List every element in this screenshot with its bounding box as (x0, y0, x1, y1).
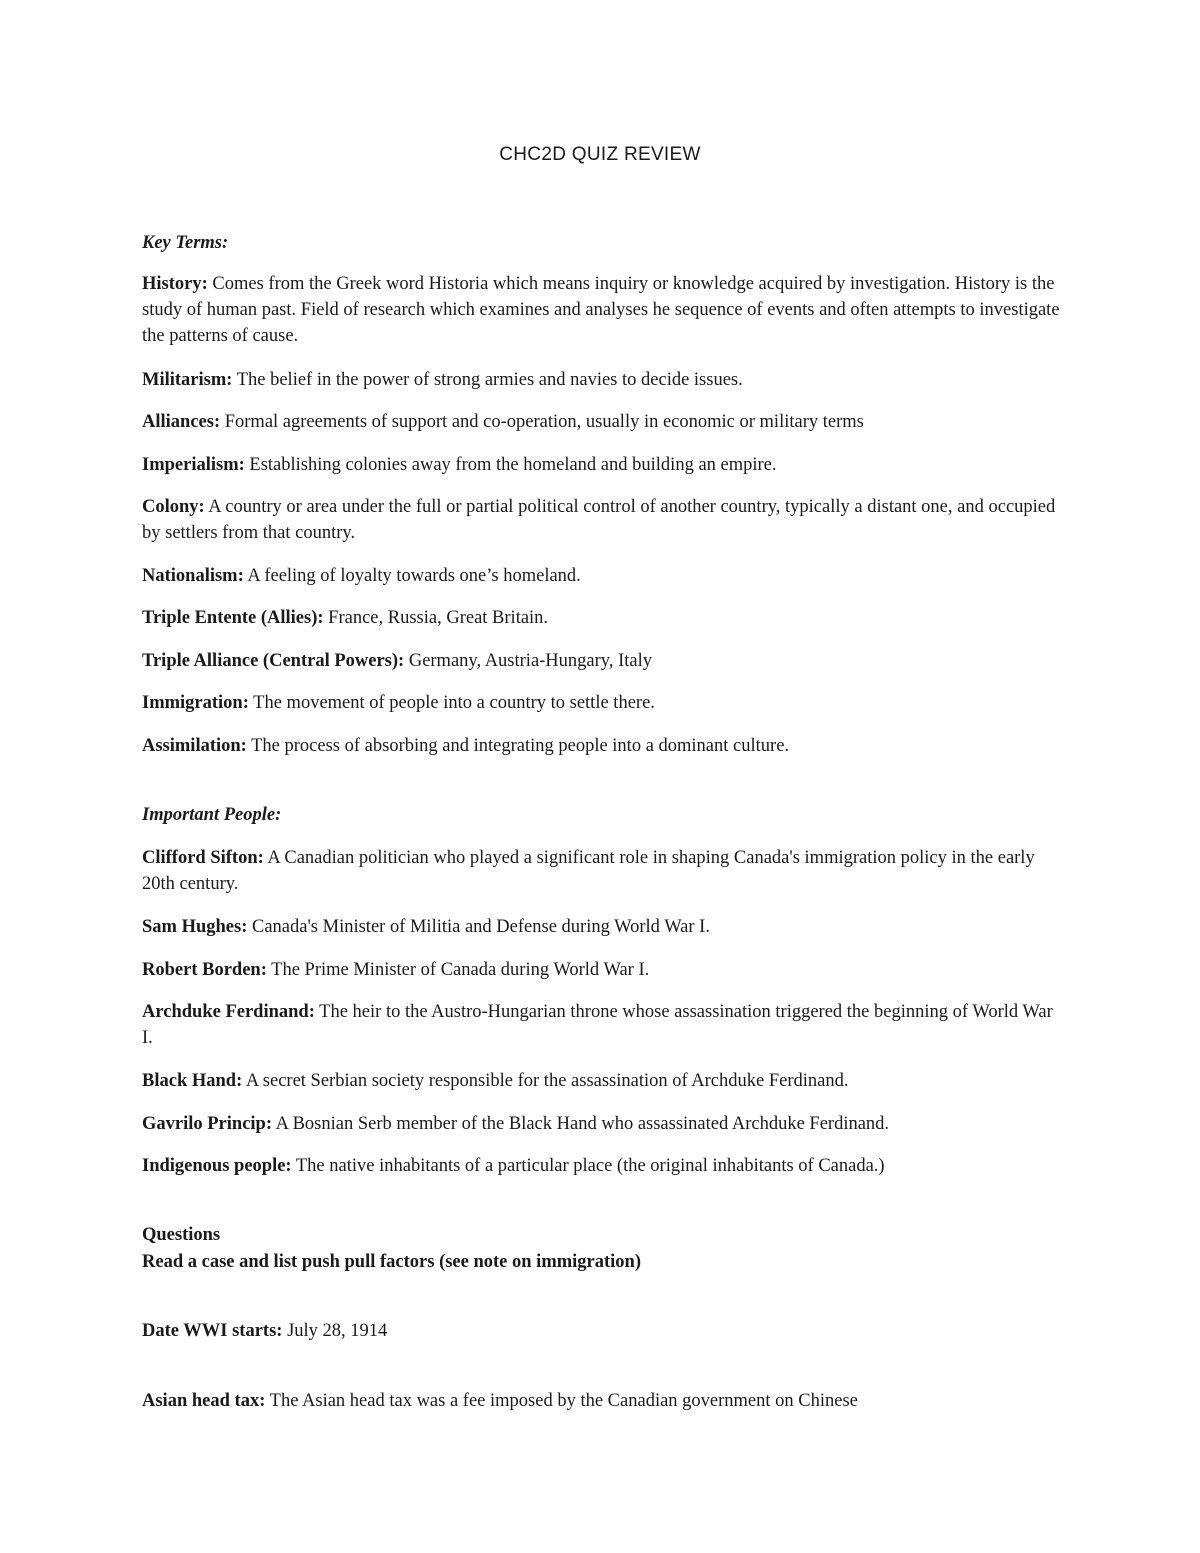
wwi-start-date (142, 1318, 1062, 1344)
person-description: A Canadian politician who played a significant role in shaping Canada's immigration policy in the early 20th century. (142, 848, 1035, 894)
important-people-heading (142, 802, 1062, 828)
term-entry-colony (142, 494, 1062, 546)
person-entry-clifford-sifton (142, 845, 1062, 897)
term-entry-triple-entente (142, 605, 1062, 631)
term-definition: Establishing colonies away from the homeland and building an empire. (244, 455, 777, 475)
person-entry-robert-borden (142, 957, 1062, 983)
person-description: Canada's Minister of Militia and Defense during World War I. (247, 917, 710, 937)
person-label: Indigenous people: (142, 1156, 292, 1176)
term-label: Triple Entente (Allies): (142, 608, 324, 628)
person-label: Robert Borden: (142, 960, 267, 980)
person-description: A secret Serbian society responsible for the assassination of Archduke Ferdinand. (242, 1071, 849, 1091)
person-entry-archduke-ferdinand (142, 999, 1062, 1051)
term-definition: The belief in the power of strong armies and navies to decide issues. (232, 370, 743, 390)
term-label: Immigration: (142, 693, 249, 713)
section-heading: Important People: (142, 805, 282, 825)
person-label: Gavrilo Princip: (142, 1114, 272, 1134)
person-label: Archduke Ferdinand: (142, 1002, 315, 1022)
person-description: The Prime Minister of Canada during World War I. (266, 960, 650, 980)
term-definition: Formal agreements of support and co-operation, usually in economic or military terms (220, 412, 864, 432)
person-label: Clifford Sifton: (142, 848, 264, 868)
term-label: Date WWI starts: (142, 1321, 283, 1341)
questions-prompt: Read a case and list push pull factors (see note on immigration) (142, 1252, 641, 1272)
term-label: Triple Alliance (Central Powers): (142, 651, 405, 671)
term-definition: Germany, Austria-Hungary, Italy (404, 651, 652, 671)
term-entry-nationalism (142, 563, 1062, 589)
person-label: Black Hand: (142, 1071, 243, 1091)
person-description: The native inhabitants of a particular place (the original inhabitants of Canada.) (291, 1156, 885, 1176)
term-definition: The Asian head tax was a fee imposed by the Canadian government on Chinese (265, 1391, 858, 1411)
term-label: Assimilation: (142, 736, 247, 756)
asian-head-tax (142, 1388, 1062, 1414)
person-label: Sam Hughes: (142, 917, 248, 937)
term-label: Imperialism: (142, 455, 245, 475)
term-entry-history (142, 271, 1062, 349)
term-entry-assimilation (142, 733, 1062, 759)
term-entry-imperialism (142, 452, 1062, 478)
term-entry-triple-alliance (142, 648, 1062, 674)
term-definition: Comes from the Greek word Historia which means inquiry or knowledge acquired by investigation. History is the study of human past. Field of research which examines and analyses he sequence of events and often attempts to investigate the patterns of cause. (142, 274, 1060, 346)
person-entry-indigenous-people (142, 1153, 1062, 1179)
person-description: The heir to the Austro-Hungarian throne whose assassination triggered the beginning of World War I. (142, 1002, 1053, 1048)
term-entry-militarism (142, 367, 1062, 393)
person-entry-sam-hughes (142, 914, 1062, 940)
document-title: CHC2D QUIZ REVIEW (499, 144, 701, 165)
term-definition: A country or area under the full or partial political control of another country, typically a distant one, and occupied by settlers from that country. (142, 497, 1056, 543)
key-terms-heading (142, 230, 1062, 256)
term-entry-immigration (142, 690, 1062, 716)
term-definition: July 28, 1914 (282, 1321, 388, 1341)
person-description: A Bosnian Serb member of the Black Hand who assassinated Archduke Ferdinand. (272, 1114, 890, 1134)
person-entry-black-hand (142, 1068, 1062, 1094)
term-label: Nationalism: (142, 566, 244, 586)
term-label: Asian head tax: (142, 1391, 266, 1411)
term-definition: France, Russia, Great Britain. (323, 608, 549, 628)
term-label: History: (142, 274, 208, 294)
section-heading: Key Terms: (142, 233, 229, 253)
term-definition: The process of absorbing and integrating people into a dominant culture. (246, 736, 790, 756)
term-entry-alliances (142, 409, 1062, 435)
questions-heading: Questions (142, 1225, 221, 1245)
term-label: Alliances: (142, 412, 221, 432)
term-definition: The movement of people into a country to settle there. (248, 693, 655, 713)
term-label: Militarism: (142, 370, 233, 390)
person-entry-gavrilo-princip (142, 1111, 1062, 1137)
term-label: Colony: (142, 497, 205, 517)
term-definition: A feeling of loyalty towards one’s homeland. (243, 566, 581, 586)
